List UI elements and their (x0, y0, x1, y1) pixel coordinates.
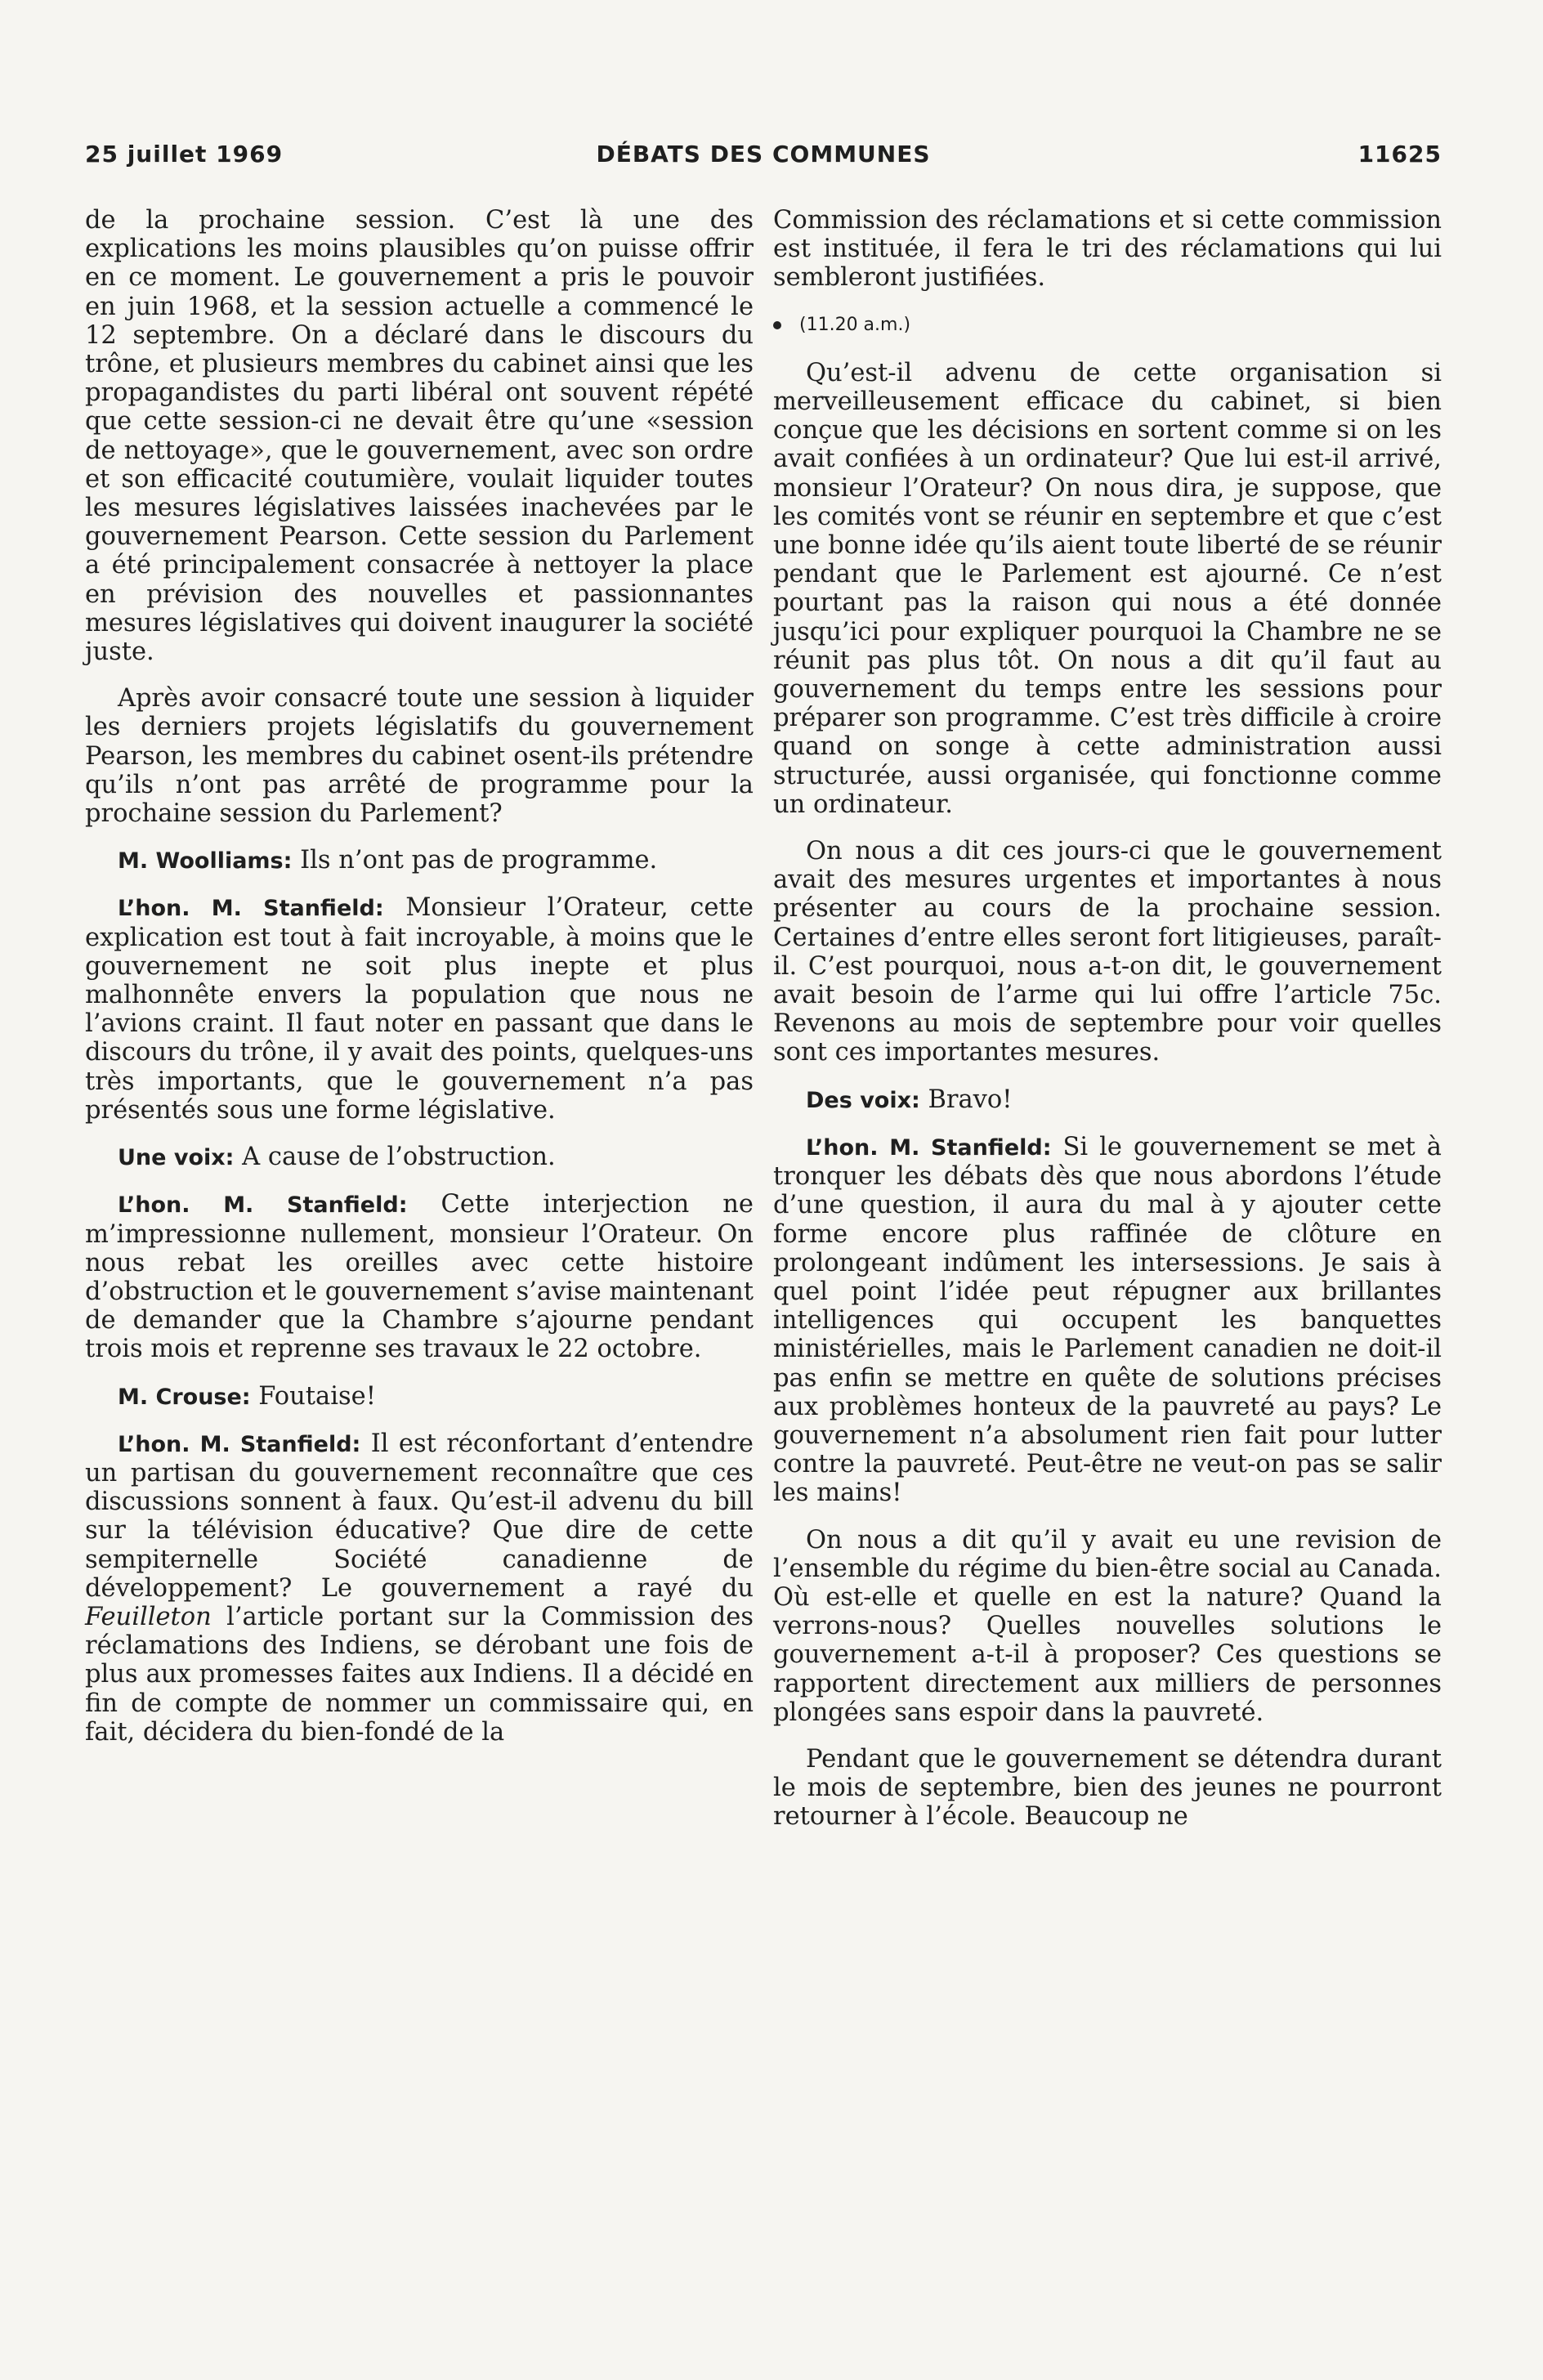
speech (85, 846, 754, 875)
header-title: DÉBATS DES COMMUNES (596, 141, 931, 168)
speaker-name: L’hon. M. Stanfield: (118, 1431, 361, 1457)
paragraph: Commission des réclamations et si cette commission est instituée, il fera le tri des réclamations qui lui sembleront justifiées. (773, 206, 1442, 293)
speaker-name: Des voix: (806, 1087, 920, 1113)
speech-text: Bravo! (919, 1085, 1013, 1114)
paragraph: On nous a dit qu’il y avait eu une revision de l’ensemble du régime du bien-être social au Canada. Où est-elle et quelle en est la nature? Quand la verrons-nous? Quelles nouvelles solutions le gouvernement a-t-il à proposer? Ces questions se rapportent directement aux milliers de personnes plongées sans espoir dans la pauvreté. (773, 1525, 1442, 1727)
paragraph: On nous a dit ces jours-ci que le gouvernement avait des mesures urgentes et importantes à nous présenter au cours de la prochaine session. Certaines d’entre elles seront fort litigieuses, paraît-il. C’est pourquoi, nous a-t-on dit, le gouvernement avait besoin de l’arme qui lui offre l’article 75c. Revenons au mois de septembre pour voir quelles sont ces importantes mesures. (773, 837, 1442, 1067)
left-column (85, 206, 754, 1765)
speaker-name: Une voix: (118, 1145, 235, 1171)
speaker-name: L’hon. M. Stanfield: (806, 1134, 1052, 1161)
speech (85, 1143, 754, 1172)
header-date: 25 juillet 1969 (85, 141, 284, 168)
speech (773, 1133, 1442, 1508)
speech-text: l’article portant sur la Commission des réclamations des Indiens, se dérobant une fois de plus aux promesses faites aux Indiens. Il a décidé en fin de compte de nommer un commissaire qui, en fait, décidera du bien-fondé de la (85, 1602, 754, 1747)
timestamp (773, 311, 1442, 339)
speech-text: Foutaise! (250, 1381, 376, 1411)
speech (85, 1382, 754, 1411)
speech-text: Cette interjection ne m’impressionne nullement, monsieur l’Orateur. On nous rebat les oreilles avec cette histoire d’obstruction et le gouvernement s’avise maintenant de demander que la Chambre s’ajourne pendant trois mois et reprenne ses travaux le 22 octobre. (85, 1190, 754, 1364)
speech-text: Il est réconfortant d’entendre un partisan du gouvernement reconnaître que ces discussions sonnent à faux. Qu’est-il advenu du bill sur la télévision éducative? Que dire de cette sempiternelle Société canadienne de développement? Le gouvernement a rayé du (85, 1429, 754, 1603)
right-column (773, 206, 1442, 1850)
speech-text: Si le gouvernement se met à tronquer les débats dès que nous abordons l’étude d’une question, il aura du mal à y ajouter cette forme encore plus raffinée de clôture en prolongeant indûment les intersessions. Je sais à quel point l’idée peut répugner aux brillantes intelligences qui occupent les banquettes ministérielles, mais le Parlement canadien ne doit-il pas enfin se mettre en quête de solutions précises aux problèmes honteux de la pauvreté au pays? Le gouvernement n’a absolument rien fait pour lutter contre la pauvreté. Peut-être ne veut-on pas se salir les mains! (773, 1132, 1442, 1508)
speech (85, 1190, 754, 1363)
speaker-name: M. Crouse: (118, 1384, 251, 1410)
speaker-name: M. Woolliams: (118, 848, 293, 875)
page-header (85, 141, 1442, 177)
page-number: 11625 (1357, 141, 1442, 168)
timestamp-text: (11.20 a.m.) (799, 314, 911, 335)
speech-text: Monsieur l’Orateur, cette explication est tout à fait incroyable, à moins que le gouvernement ne soit plus inepte et plus malhonnête envers la population que nous ne l’avions craint. Il faut noter en passant que dans le discours du trône, il y avait des points, quelques-uns très importants, que le gouvernement n’a pas présentés sous une forme législative. (85, 893, 754, 1125)
speech (85, 1429, 754, 1747)
italic-title: Feuilleton (85, 1602, 212, 1631)
speaker-name: L’hon. M. Stanfield: (118, 1192, 408, 1219)
paragraph: Qu’est-il advenu de cette organisation si merveilleusement efficace du cabinet, si bien conçue que les décisions en sortent comme si on les avait confiées à un ordinateur? Que lui est-il arrivé, monsieur l’Orateur? On nous dira, je suppose, que les comités vont se réunir en septembre et que c’est une bonne idée qu’ils aient toute liberté de se réunir pendant que le Parlement est ajourné. Ce n’est pourtant pas la raison qui nous a été donnée jusqu’ici pour expliquer pourquoi la Chambre ne se réunit pas plus tôt. On nous a dit qu’il faut au gouvernement du temps entre les sessions pour préparer son programme. C’est très difficile à croire quand on songe à cette administration aussi structurée, aussi organisée, qui fonctionne comme un ordinateur. (773, 358, 1442, 819)
speech-text: A cause de l’obstruction. (234, 1143, 556, 1172)
paragraph: Après avoir consacré toute une session à liquider les derniers projets législatifs du gouvernement Pearson, les membres du cabinet osent-ils prétendre qu’ils n’ont pas arrêté de programme pour la prochaine session du Parlement? (85, 684, 754, 829)
paragraph: de la prochaine session. C’est là une des explications les moins plausibles qu’on puisse offrir en ce moment. Le gouvernement a pris le pouvoir en juin 1968, et la session actuelle a commencé le 12 septembre. On a déclaré dans le discours du trône, et plusieurs membres du cabinet ainsi que les propagandistes du parti libéral ont souvent répété que cette session-ci ne devait être qu’une «session de nettoyage», que le gouvernement, avec son ordre et son efficacité coutumière, voulait liquider toutes les mesures législatives laissées inachevées par le gouvernement Pearson. Cette session du Parlement a été principalement consacrée à nettoyer la place en prévision des nouvelles et passionnantes mesures législatives qui doivent inaugurer la société juste. (85, 206, 754, 667)
speech (773, 1085, 1442, 1115)
speech (85, 893, 754, 1125)
paragraph: Pendant que le gouvernement se détendra durant le mois de septembre, bien des jeunes ne pourront retourner à l’école. Beaucoup ne (773, 1744, 1442, 1832)
speech-text: Ils n’ont pas de programme. (292, 846, 658, 875)
speaker-name: L’hon. M. Stanfield: (118, 896, 384, 922)
bullet-icon (773, 321, 781, 329)
